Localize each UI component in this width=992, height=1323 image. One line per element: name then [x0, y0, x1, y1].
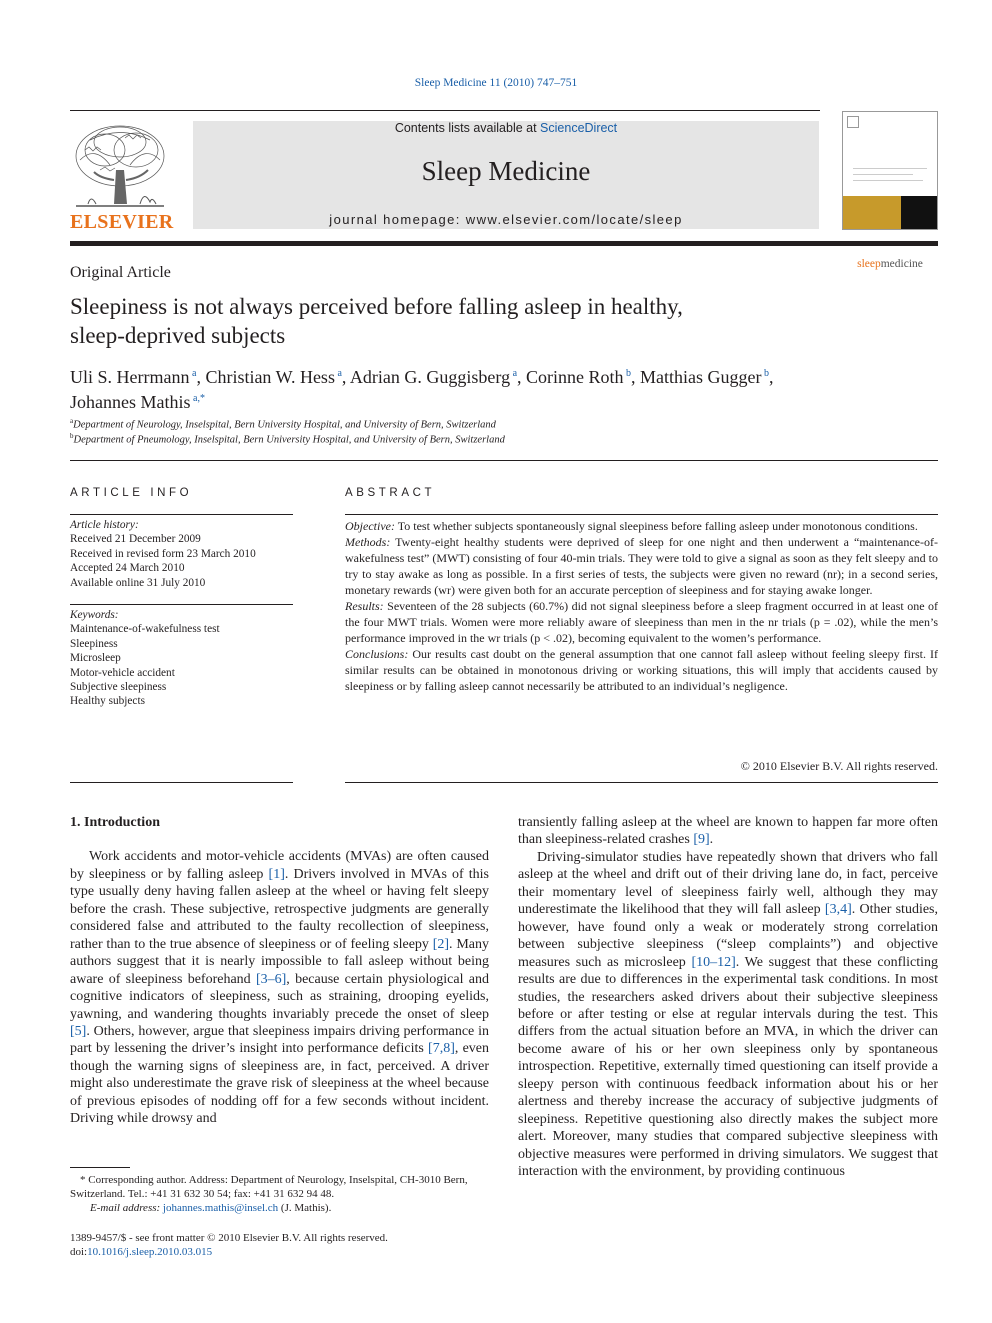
homepage-url[interactable]: www.elsevier.com/locate/sleep — [465, 212, 683, 227]
reference-link[interactable]: [3–6] — [255, 971, 287, 987]
reference-link[interactable]: [3,4] — [824, 902, 852, 918]
history-item: Accepted 24 March 2010 — [70, 562, 185, 575]
history-item: Available online 31 July 2010 — [70, 576, 206, 589]
paragraph-text: . Drivers involved in MVAs of this type usually deny having fallen asleep at the wheel or having felt sleepy before the crash. These subjective, retrospective judgments are generally considered false and attributed to the faulty recollection of sleepiness, rather than to the true absence of sleepiness or of feeling sleepy — [70, 866, 490, 952]
reference-link[interactable]: [5] — [70, 1023, 87, 1039]
author[interactable]: Uli S. Herrmann $^a$ — [70, 367, 197, 387]
section-heading-introduction: 1. Introduction — [70, 815, 160, 830]
abstract-conclusions: Conclusions: Our results cast doubt on the general assumption that one cannot fall asleep without feeling sleepy first. If similar results can be obtained in monotonous driving or working situations, this will imply that accidents caused by sleepiness or by falling asleep cannot necessarily be attributed to an individual’s negligence. — [345, 647, 938, 693]
article-type: Original Article — [70, 264, 171, 281]
reference-link[interactable]: [1] — [268, 866, 285, 882]
paragraph-text: transiently falling asleep at the wheel are known to happen far more often than sleepiness-related crashes — [518, 815, 938, 848]
email-label: E-mail address: — [90, 1202, 161, 1214]
contents-prefix: Contents lists available at — [394, 121, 541, 135]
cover-emblem-icon — [847, 116, 859, 128]
tree-icon — [70, 120, 170, 212]
reference-link[interactable]: [9] — [693, 832, 710, 848]
paragraph-text: , because certain physiological and cognitive indicators of sleepiness, such as straining, drooping eyelids, yawning, and wandering thoughts invariably precede the onset of sleep — [70, 971, 489, 1022]
footnote-text: Corresponding author. Address: Department of Neurology, Inselspital, CH-3010 Bern, Switzerland. Tel.: +41 31 632 30 54; fax: +41 31 632 94 48. — [70, 1174, 468, 1200]
keyword: Maintenance-of-wakefulness test — [70, 623, 220, 636]
affiliation-a: $^a$Department of Neurology, Inselspital, Bern University Hospital, and University of Bern, Switzerland — [70, 417, 496, 431]
abstract-heading: ABSTRACT — [345, 487, 436, 499]
author[interactable]: Johannes Mathis $^{a,*}$ — [70, 392, 205, 412]
elsevier-wordmark: ELSEVIER — [70, 211, 174, 233]
reference-link[interactable]: [2] — [432, 936, 450, 952]
paragraph-text: . Other studies, however, have found only a weak or moderately strong correlation between subjective sleepiness (“sleep complaints”) and objective measures such as microsleep — [518, 902, 938, 970]
journal-title: Sleep Medicine — [421, 156, 591, 186]
cover-title-sleep: sleep — [857, 258, 881, 270]
title-line-2: sleep-deprived subjects — [70, 323, 286, 348]
masthead-thick-rule — [70, 241, 938, 246]
paragraph-text: . Many authors suggest that it is nearly impossible to fall asleep without being aware of sleepiness beforehand — [70, 936, 489, 987]
doi-label: doi: — [70, 1246, 88, 1258]
footnote-mark: * — [80, 1174, 86, 1186]
keywords-rule — [70, 604, 293, 605]
reference-link[interactable]: [10–12] — [691, 954, 736, 970]
cover-text-line — [853, 168, 927, 169]
abstract-body — [345, 518, 938, 694]
sciencedirect-link[interactable]: ScienceDirect — [540, 121, 618, 135]
body-paragraph — [518, 814, 938, 849]
doi-link[interactable]: 10.1016/j.sleep.2010.03.015 — [87, 1246, 213, 1258]
article-title — [70, 292, 930, 350]
body-paragraph — [70, 848, 489, 1127]
article-info-bottom-rule — [70, 782, 293, 783]
author[interactable]: Corinne Roth $^b$ — [526, 367, 632, 387]
cover-image-dark — [901, 196, 937, 229]
homepage-prefix: journal homepage: — [329, 212, 466, 227]
reference-link[interactable]: [7,8] — [428, 1041, 455, 1057]
abstract-rule — [345, 514, 938, 515]
cover-title-medicine: medicine — [880, 258, 923, 270]
article-info-heading: ARTICLE INFO — [70, 487, 193, 499]
header-rule — [70, 110, 820, 111]
email-suffix: (J. Mathis). — [278, 1202, 332, 1214]
history-item: Received 21 December 2009 — [70, 533, 201, 546]
abstract-results: Results: Seventeen of the 28 subjects (60.7%) did not signal sleepiness before a sleep fragment occurred in at least one of the four MWT trials. Women were more reliably aware of sleepiness than men in the nr trials (p = .02), while the men’s performance improved in the wr trials (p < .02), becoming equivalent to the women’s performance. — [345, 599, 939, 645]
history-label: Article history: — [70, 519, 139, 531]
history-item: Received in revised form 23 March 2010 — [70, 547, 256, 560]
body-paragraph — [518, 849, 938, 1181]
author-list: Uli S. Herrmann $^a$, Christian W. Hess $^a$, Adrian G. Guggisberg $^a$, Corinne Roth $^b$, Matthias Gugger $^b$, Johannes Mathis $^{a,*}$ — [70, 367, 774, 412]
affiliation-b: $^b$Department of Pneumology, Inselspital, Bern University Hospital, and University of Bern, Switzerland — [70, 432, 505, 446]
journal-citation[interactable]: Sleep Medicine 11 (2010) 747–751 — [414, 77, 578, 89]
paragraph-text: Work accidents and motor-vehicle accidents (MVAs) are often caused by sleepiness or by falling asleep — [70, 849, 489, 882]
keywords — [70, 608, 293, 709]
title-line-1: Sleepiness is not always perceived before falling asleep in healthy, — [70, 294, 683, 319]
right-column — [518, 814, 938, 1181]
copyright-notice: © 2010 Elsevier B.V. All rights reserved. — [740, 759, 938, 773]
paragraph-text: . — [709, 832, 714, 848]
email-link[interactable]: johannes.mathis@insel.ch — [162, 1202, 279, 1214]
left-column — [70, 814, 489, 1128]
footnote-corresponding-author — [70, 1173, 490, 1215]
keyword: Subjective sleepiness — [70, 681, 167, 694]
paragraph-text: . We suggest that these conflicting results are due to differences in the experimental task conditions. In most studies, the researchers asked drivers about their subjective sleepiness before or after testing or else at regular intervals during the test. This differs from the actual situation before an MVA, in which the driver can become aware of his or her own sleepiness only by spontaneous introspection. Repetitive, externally timed questioning can itself provide a sleepy person with continuous feedback information about his or her alertness and thereby increase the accuracy of subjective judgments of sleepiness. Repetitive questioning also directly makes the subject more alert. Moreover, many studies that compared subjective sleepiness with objective measures were performed in driving simulators. We suggest that interaction with the environment, by providing continuous — [518, 954, 938, 1180]
journal-cover-thumbnail[interactable] — [842, 111, 938, 270]
paragraph-text: Driving-simulator studies have repeatedly shown that drivers who fall asleep at the wheel and drift out of their driving lane do, in fact, perceive their momentary level of sleepiness fairly well, although they may underestimate the likelihood that they will fall asleep — [518, 849, 938, 918]
keyword: Healthy subjects — [70, 695, 145, 708]
issn-doi — [70, 1231, 490, 1259]
issn-line: 1389-9457/$ - see front matter © 2010 Elsevier B.V. All rights reserved. — [70, 1232, 388, 1244]
abstract-objective: Objective: To test whether subjects spontaneously signal sleepiness before falling asleep under monotonous conditions. — [345, 519, 918, 533]
keywords-label: Keywords: — [70, 609, 119, 621]
keyword: Microsleep — [70, 652, 121, 665]
footnote-rule — [70, 1167, 130, 1168]
paragraph-text: . Others, however, argue that sleepiness impairs driving performance in part by lessening the driver’s insight into performance deficits — [70, 1023, 489, 1057]
cover-text-line — [853, 174, 913, 175]
cover-journal-name — [843, 258, 937, 270]
author[interactable]: Matthias Gugger $^b$ — [640, 367, 770, 387]
article-info-rule — [70, 514, 293, 515]
author[interactable]: Adrian G. Guggisberg $^a$ — [349, 367, 518, 387]
journal-homepage-line — [193, 212, 819, 227]
abstract-bottom-rule — [345, 782, 938, 783]
abstract-methods: Methods: Twenty-eight healthy students were deprived of sleep for one night and then underwent a “maintenance-of-wakefulness test” (MWT) consisting of four 40-min trials. They were told to give a signal as soon as they felt sleepy and to try to stay awake as long as possible. In a first series of tests, the subjects were given no reward (nr); in a second series, monetary rewards (wr) were given both for an accurate perception of sleepiness and for staying awake longer. — [345, 535, 938, 597]
keyword: Motor-vehicle accident — [70, 666, 175, 679]
keyword: Sleepiness — [70, 637, 118, 650]
author[interactable]: Christian W. Hess $^a$ — [205, 367, 342, 387]
contents-available-line — [193, 121, 819, 135]
paragraph-text: , even though the warning signs of sleepiness are, in fact, perceived. A driver might also underestimate the grave risk of sleepiness at the wheel because of previous episodes of nodding off for a few seconds without incident. Driving while drowsy and — [70, 1041, 490, 1127]
affiliation-rule — [70, 460, 938, 461]
article-history — [70, 518, 293, 590]
cover-text-line — [853, 180, 923, 181]
